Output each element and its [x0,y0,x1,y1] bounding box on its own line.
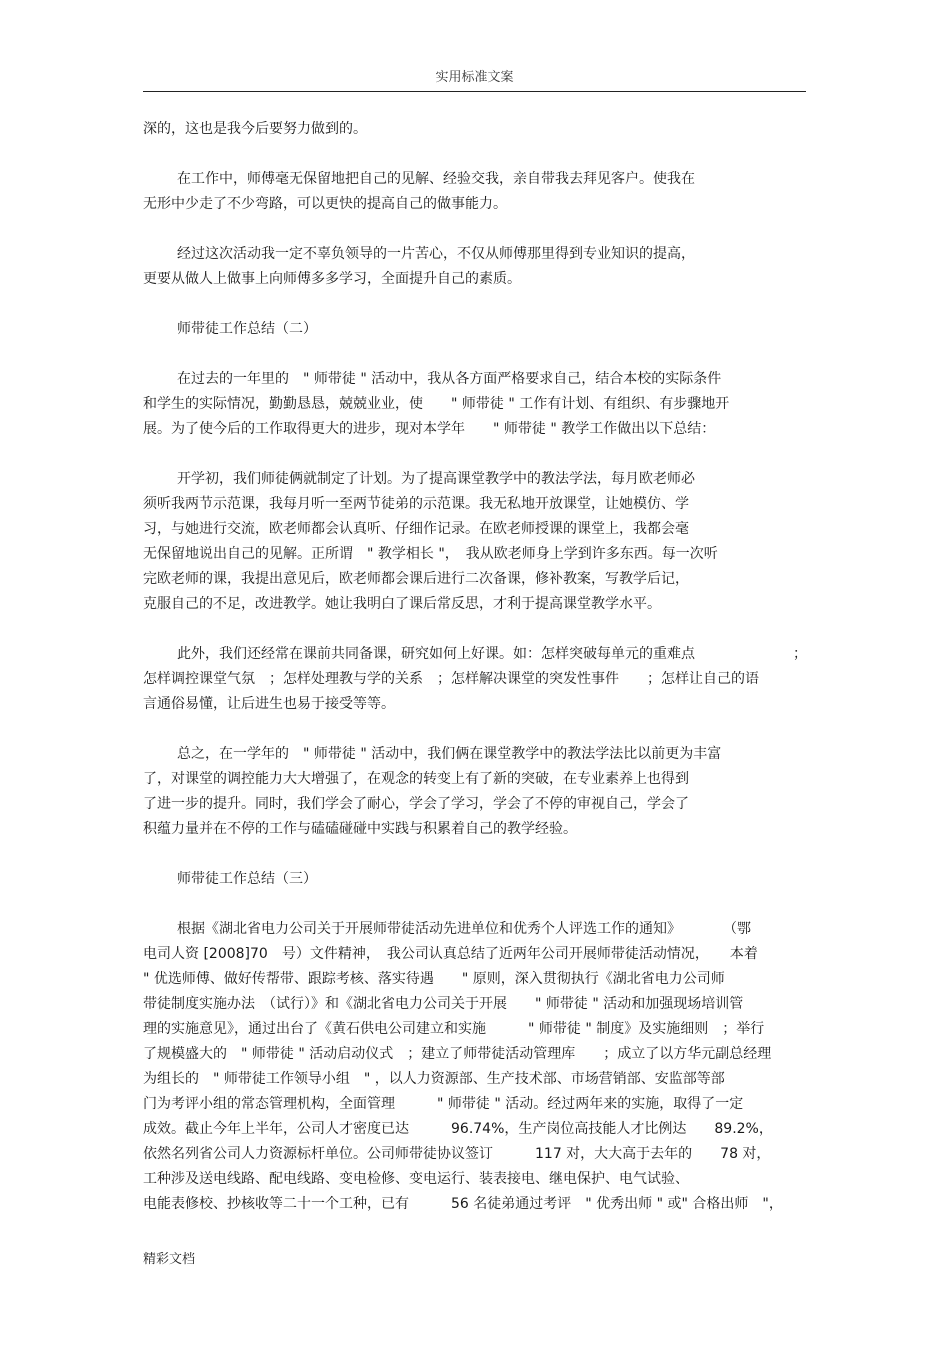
body-line: 电司人资 [2008]70 号）文件精神， 我公司认真总结了近两年公司开展师带徒活动情况， 本着 [143,946,758,962]
body-line: 为组长的 " 师带徒工作领导小组 " ，以人力资源部、生产技术部、市场营销部、安监部等部 [143,1071,725,1087]
body-line: 无保留地说出自己的见解。正所谓 " 教学相长 "， 我从欧老师身上学到许多东西。每一次听 [143,546,718,562]
body-line: 习，与她进行交流，欧老师都会认真听、仔细作记录。在欧老师授课的课堂上，我都会毫 [143,521,689,537]
body-line: 理的实施意见》，通过出台了《黄石供电公司建立和实施 " 师带徒 " 制度》及实施细则 ；举行 [143,1021,765,1037]
body-line: 开学初，我们师徒俩就制定了计划。为了提高课堂教学中的教法学法，每月欧老师必 [177,471,695,487]
paragraph-gap [143,717,813,742]
page-footer: 精彩文档 [143,1252,196,1267]
paragraph-gap [143,342,813,367]
body-line: 依然名列省公司人力资源标杆单位。公司师带徒协议签订 117 对，大大高于去年的 78 对， [143,1146,771,1162]
body-line: 此外，我们还经常在课前共同备课，研究如何上好课。如：怎样突破每单元的重难点 ； [177,646,807,662]
body-line: 积蕴力量并在不停的工作与磕磕碰碰中实践与积累着自己的教学经验。 [143,821,577,837]
body-line: 根据《湖北省电力公司关于开展师带徒活动先进单位和优秀个人评选工作的通知》 （鄂 [177,921,751,937]
page-header: 实用标准文案 [435,70,514,85]
header-rule [143,91,806,92]
paragraph-gap [143,892,813,917]
body-line: 了规模盛大的 " 师带徒 " 活动启动仪式 ；建立了师带徒活动管理库 ；成立了以方华元副总经理 [143,1046,772,1062]
body-line: 电能表修校、抄核收等二十一个工种，已有 56 名徒弟通过考评 " 优秀出师 " 或" 合格出师 "， [143,1196,783,1212]
body-line: 经过这次活动我一定不辜负领导的一片苦心，不仅从师傅那里得到专业知识的提高， [177,246,695,262]
body-line: 完欧老师的课，我提出意见后，欧老师都会课后进行二次备课，修补教案，写教学后记， [143,571,689,587]
body-line: 须听我两节示范课，我每月听一至两节徒弟的示范课。我无私地开放课堂，让她模仿、学 [143,496,689,512]
paragraph-gap [143,842,813,867]
paragraph-gap [143,292,813,317]
body-line: 门为考评小组的常态管理机构，全面管理 " 师带徒 " 活动。经过两年来的实施，取得了一定 [143,1096,744,1112]
body-line: 工种涉及送电线路、配电线路、变电检修、变电运行、装表接电、继电保护、电气试验、 [143,1171,689,1187]
body-line: 深的，这也是我今后要努力做到的。 [143,121,367,137]
body-line: 展。为了使今后的工作取得更大的进步，现对本学年 " 师带徒 " 教学工作做出以下总结： [143,421,716,437]
body-line: 了，对课堂的调控能力大大增强了，在观念的转变上有了新的突破，在专业素养上也得到 [143,771,689,787]
body-line: 无形中少走了不少弯路，可以更快的提高自己的做事能力。 [143,196,507,212]
body-line: 了进一步的提升。同时，我们学会了耐心，学会了学习，学会了不停的审视自己，学会了 [143,796,689,812]
body-line: 带徒制度实施办法 （试行）》和《湖北省电力公司关于开展 " 师带徒 " 活动和加强现场培训管 [143,996,744,1012]
paragraph-gap [143,617,813,642]
paragraph-gap [143,217,813,242]
section-heading: 师带徒工作总结（二） [177,321,317,337]
body-line: 成效。截止今年上半年，公司人才密度已达 96.74%，生产岗位高技能人才比例达 89.2%， [143,1121,773,1137]
body-line: " 优选师傅、做好传帮带、跟踪考核、落实待遇 " 原则，深入贯彻执行《湖北省电力公司师 [143,971,725,987]
body-line: 更要从做人上做事上向师傅多多学习，全面提升自己的素质。 [143,271,521,287]
body-line: 在工作中，师傅毫无保留地把自己的见解、经验交我，亲自带我去拜见客户。使我在 [177,171,695,187]
body-line: 总之，在一学年的 " 师带徒 " 活动中，我们俩在课堂教学中的教法学法比以前更为丰富 [177,746,722,762]
body-line: 在过去的一年里的 " 师带徒 " 活动中，我从各方面严格要求自己，结合本校的实际条件 [177,371,722,387]
body-line: 言通俗易懂，让后进生也易于接受等等。 [143,696,395,712]
body-line: 克服自己的不足，改进教学。她让我明白了课后常反思，才利于提高课堂教学水平。 [143,596,661,612]
section-heading: 师带徒工作总结（三） [177,871,317,887]
document-body [143,117,813,1217]
body-line: 和学生的实际情况，勤勤恳恳，兢兢业业，使 " 师带徒 " 工作有计划、有组织、有步骤地开 [143,396,730,412]
body-line: 怎样调控课堂气氛 ；怎样处理教与学的关系 ；怎样解决课堂的突发性事件 ；怎样让自己的语 [143,671,759,687]
paragraph-gap [143,442,813,467]
paragraph-gap [143,142,813,167]
